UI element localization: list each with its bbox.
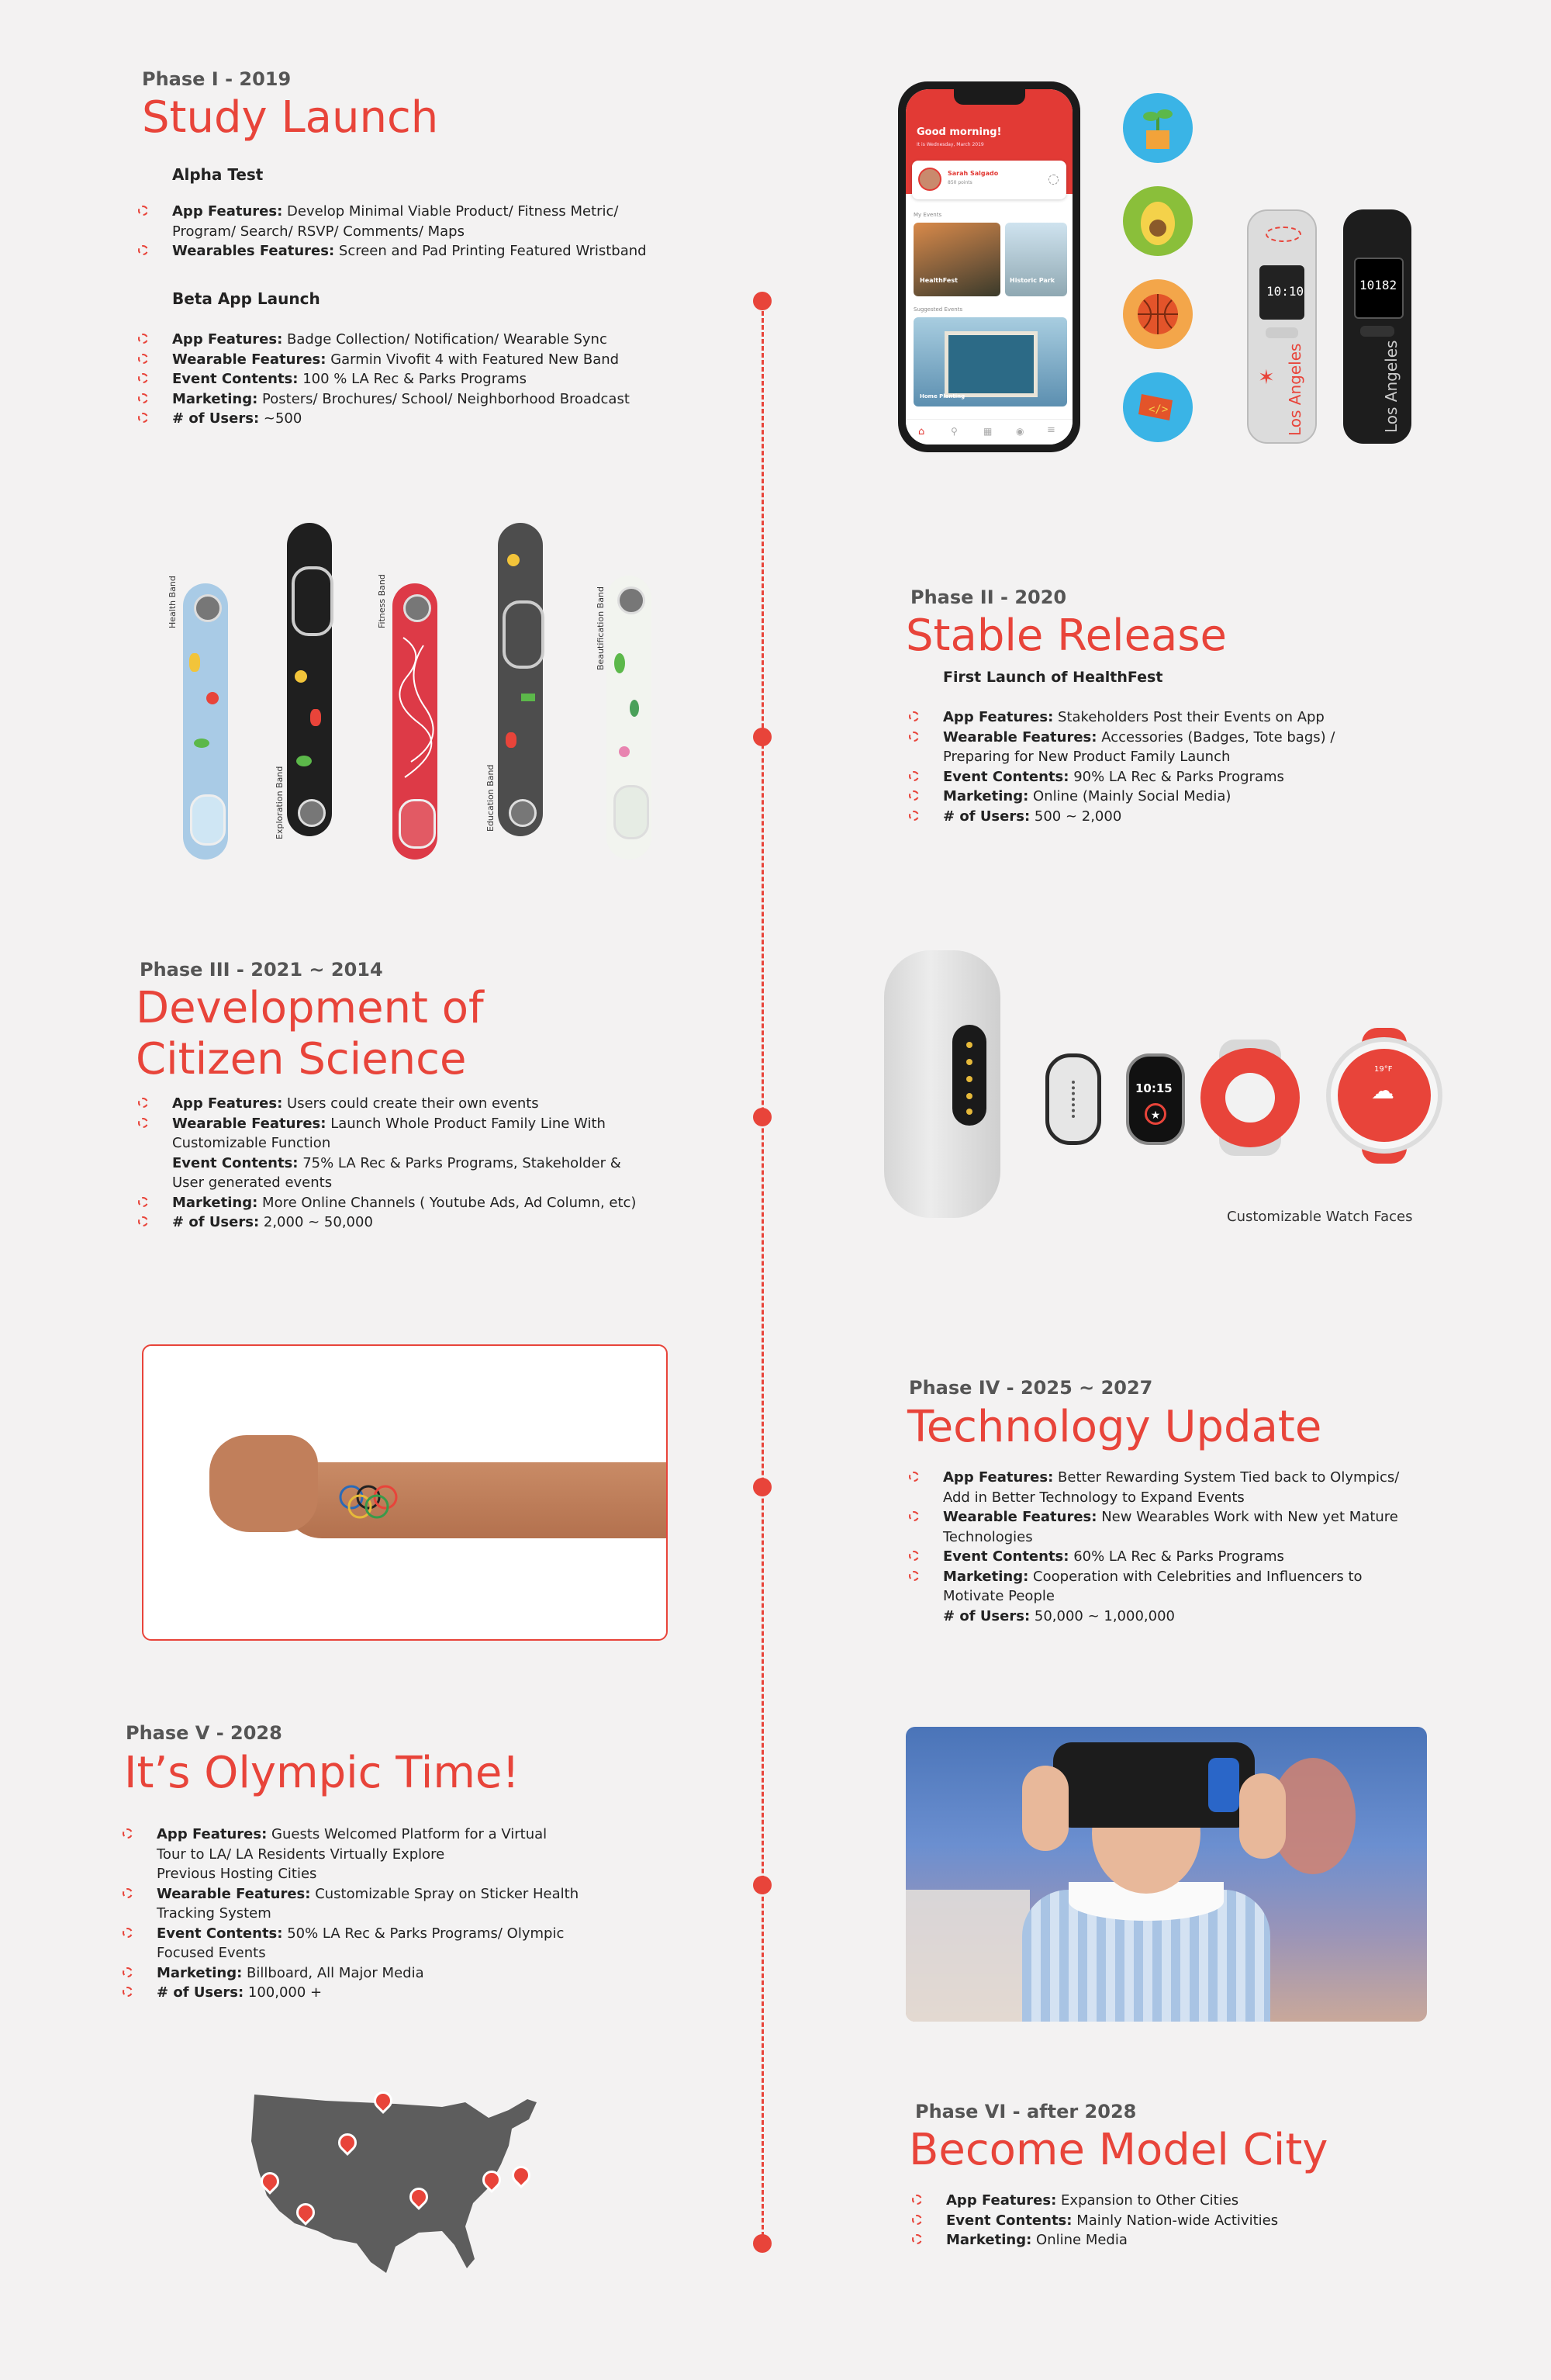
list-item: Event Contents: 50% LA Rec & Parks Programs/ Olympic Focused Events xyxy=(123,1924,743,1963)
list-item: # of Users: 500 ~ 2,000 xyxy=(909,807,1529,827)
home-icon[interactable]: ⌂ xyxy=(918,426,925,438)
white-wristband xyxy=(1247,209,1317,444)
avatar xyxy=(918,168,941,191)
timeline-dot-5 xyxy=(753,1876,772,1894)
timeline-dot-4 xyxy=(753,1478,772,1496)
refresh-icon[interactable] xyxy=(1048,175,1059,185)
list-item: Event Contents: 100 % LA Rec & Parks Programs xyxy=(138,369,758,389)
us-map xyxy=(240,2079,566,2288)
phase-title: Become Model City xyxy=(909,2125,1328,2175)
arm-sticker-image xyxy=(142,1344,668,1641)
hand-right xyxy=(1239,1773,1286,1859)
watch-screen: 10182 xyxy=(1354,258,1404,319)
list-item: # of Users: ~500 xyxy=(138,409,758,429)
list-item: App Features: Users could create their own events xyxy=(138,1094,758,1114)
basketball-badge-icon xyxy=(1123,279,1193,349)
list-item: App Features: Expansion to Other Cities xyxy=(912,2191,1517,2211)
code-flag-badge-icon xyxy=(1123,372,1193,442)
list-item: # of Users: 2,000 ~ 50,000 xyxy=(138,1212,758,1233)
phase-title: Technology Update xyxy=(907,1402,1322,1452)
red-clip-tracker xyxy=(1200,1040,1300,1156)
vr-headset-icon xyxy=(1053,1742,1255,1828)
feature-list xyxy=(138,330,758,429)
phase-label: Phase I - 2019 xyxy=(142,68,292,90)
black-wristband xyxy=(1343,209,1411,444)
fitness-band xyxy=(392,583,437,860)
phone-tabbar xyxy=(906,419,1073,445)
vr-child-photo xyxy=(906,1727,1427,2022)
bullet-icon xyxy=(909,1472,919,1482)
olympic-rings-icon xyxy=(337,1474,423,1520)
bullet-icon xyxy=(138,373,148,383)
bullet-icon xyxy=(912,2234,922,2244)
search-icon[interactable]: ⚲ xyxy=(951,426,958,437)
bullet-icon xyxy=(123,1967,133,1977)
phase-title-line-1: Development of xyxy=(136,983,484,1033)
list-item: App Features: Better Rewarding System Tied back to Olympics/ Add in Better Technology to Expand Events xyxy=(909,1468,1529,1507)
feature-list xyxy=(138,202,758,261)
bullet-icon xyxy=(123,1828,133,1839)
phone-notch xyxy=(954,89,1025,105)
health-band xyxy=(183,583,228,860)
phase-subtitle: First Launch of HealthFest xyxy=(943,669,1163,686)
cloud-sun-icon: ☁ xyxy=(1371,1078,1394,1105)
bullet-icon xyxy=(138,245,148,255)
band-label: Exploration Band xyxy=(275,766,285,839)
list-item: Event Contents: 60% LA Rec & Parks Programs xyxy=(909,1547,1529,1567)
band-label: Beautification Band xyxy=(596,586,606,670)
bullet-icon xyxy=(909,771,919,781)
bullet-icon xyxy=(123,1928,133,1938)
bullet-icon xyxy=(138,413,148,423)
bullet-icon xyxy=(138,393,148,403)
list-item: Event Contents: Mainly Nation-wide Activities xyxy=(912,2211,1517,2231)
watch-screen: 10:10 xyxy=(1259,265,1304,320)
list-item: Wearables Features: Screen and Pad Printing Featured Wristband xyxy=(138,241,758,261)
bullet-icon xyxy=(909,1551,919,1561)
avocado-badge-icon xyxy=(1123,186,1193,256)
feature-list xyxy=(912,2191,1517,2250)
bullet-icon xyxy=(909,711,919,721)
bullet-icon xyxy=(909,1571,919,1581)
event-card[interactable]: HealthFest xyxy=(914,223,1000,296)
list-item: # of Users: 100,000 + xyxy=(123,1983,743,2003)
bullet-icon xyxy=(909,811,919,821)
list-item: Marketing: Billboard, All Major Media xyxy=(123,1963,743,1984)
screen-tracker: 10:15 ★ xyxy=(1126,1053,1185,1145)
section-heading: Alpha Test xyxy=(172,165,264,184)
phone-screen xyxy=(906,89,1073,445)
list-item: Marketing: Posters/ Brochures/ School/ Neighborhood Broadcast xyxy=(138,389,758,410)
event-card[interactable]: Home Planting xyxy=(914,317,1067,406)
phase-label: Phase V - 2028 xyxy=(126,1722,282,1744)
menu-icon[interactable]: ≡ xyxy=(1047,424,1055,436)
list-item: # of Users: 50,000 ~ 1,000,000 xyxy=(943,1607,1175,1624)
event-card[interactable]: Historic Park xyxy=(1005,223,1067,296)
fabric-band xyxy=(884,950,1000,1218)
bullet-icon xyxy=(123,1987,133,1997)
user-points: 850 points xyxy=(948,180,972,185)
bullet-icon xyxy=(138,1118,148,1128)
beautification-band xyxy=(606,576,651,860)
list-item: Wearable Features: New Wearables Work with New yet Mature Technologies xyxy=(909,1507,1529,1547)
bullet-icon xyxy=(909,732,919,742)
phone-mockup xyxy=(898,81,1080,452)
band-text: Los Angeles xyxy=(1382,340,1401,433)
profile-card xyxy=(912,161,1066,199)
timeline-dot-2 xyxy=(753,728,772,746)
suggested-events-label: Suggested Events xyxy=(914,306,963,313)
plant-badge-icon xyxy=(1123,93,1193,163)
hand-left xyxy=(1022,1766,1069,1851)
bullet-icon xyxy=(912,2215,922,2225)
bullet-icon xyxy=(138,1216,148,1226)
list-item: Marketing: Online Media xyxy=(912,2230,1517,2250)
section-heading: Beta App Launch xyxy=(172,289,320,308)
my-events-label: My Events xyxy=(914,212,942,218)
list-item: Wearable Features: Customizable Spray on Sticker Health Tracking System xyxy=(123,1884,743,1924)
phase-label: Phase III - 2021 ~ 2014 xyxy=(140,959,383,981)
bullet-icon xyxy=(138,334,148,344)
bullet-icon xyxy=(138,354,148,364)
list-item: App Features: Stakeholders Post their Events on App xyxy=(909,707,1529,728)
bullet-icon xyxy=(123,1888,133,1898)
phase-title-line-2: Citizen Science xyxy=(136,1034,467,1084)
bullet-icon xyxy=(909,790,919,801)
phone-greeting: Good morning! xyxy=(917,126,1002,138)
phase-label: Phase IV - 2025 ~ 2027 xyxy=(909,1377,1153,1399)
bullet-icon xyxy=(138,206,148,216)
squiggle-pattern xyxy=(396,630,434,785)
exploration-band xyxy=(287,523,332,836)
list-item: Wearable Features: Garmin Vivofit 4 with Featured New Band xyxy=(138,350,758,370)
fist xyxy=(209,1435,318,1532)
band-text: Los Angeles xyxy=(1286,343,1304,436)
phase-label: Phase II - 2020 xyxy=(910,586,1067,608)
bullet-icon xyxy=(909,1511,919,1521)
list-item: Marketing: Online (Mainly Social Media) xyxy=(909,787,1529,807)
timeline-dot-6 xyxy=(753,2234,772,2253)
band-label: Health Band xyxy=(168,576,178,628)
list-item: Wearable Features: Launch Whole Product Family Line With Customizable Function xyxy=(138,1114,758,1154)
list-item: App Features: Badge Collection/ Notification/ Wearable Sync xyxy=(138,330,758,350)
band-label: Fitness Band xyxy=(377,574,387,628)
list-item: Wearable Features: Accessories (Badges, Tote bags) / Preparing for New Product Family Launch xyxy=(909,728,1529,767)
list-item: Event Contents: 90% LA Rec & Parks Programs xyxy=(909,767,1529,787)
bullet-icon xyxy=(138,1197,148,1207)
timeline-dot-1 xyxy=(753,292,772,310)
feature-list xyxy=(138,1094,758,1233)
feature-list xyxy=(909,1468,1529,1626)
bullet-icon xyxy=(912,2195,922,2205)
phase-title: Stable Release xyxy=(906,611,1227,661)
weather-watch-face: ☁ 19°F xyxy=(1326,1028,1442,1164)
band-label: Education Band xyxy=(485,764,496,832)
feature-list xyxy=(909,707,1529,826)
list-item: Event Contents: 75% LA Rec & Parks Programs, Stakeholder & User generated events xyxy=(172,1154,621,1191)
timeline-line xyxy=(762,304,764,2243)
svg-text:</>: </> xyxy=(1149,403,1169,416)
phase-title: Study Launch xyxy=(142,92,439,143)
list-item: App Features: Develop Minimal Viable Product/ Fitness Metric/ Program/ Search/ RSVP/ Comments/ Maps xyxy=(138,202,758,241)
list-item: App Features: Guests Welcomed Platform for a Virtual Tour to LA/ LA Residents Virtually Explore Previous Hosting Cities xyxy=(123,1825,743,1884)
education-band xyxy=(498,523,543,836)
star-icon: ✶ xyxy=(1258,366,1275,389)
phone-date: It is Wednesday, March 2019 xyxy=(917,142,984,147)
user-name: Sarah Salgado xyxy=(948,170,999,177)
feature-list xyxy=(123,1825,743,2003)
calendar-icon[interactable]: ▦ xyxy=(983,426,993,437)
profile-icon[interactable]: ◉ xyxy=(1016,426,1024,437)
list-item: Marketing: Cooperation with Celebrities and Influencers to Motivate People xyxy=(909,1567,1529,1607)
watch-faces-caption: Customizable Watch Faces xyxy=(1227,1209,1413,1225)
bullet-icon xyxy=(138,1098,148,1108)
phase-title: It’s Olympic Time! xyxy=(124,1748,520,1798)
list-item: Marketing: More Online Channels ( Youtube Ads, Ad Column, etc) xyxy=(138,1193,758,1213)
phase-label: Phase VI - after 2028 xyxy=(915,2101,1137,2122)
star-icon: ★ xyxy=(1145,1103,1166,1125)
pebble-tracker xyxy=(1045,1053,1101,1145)
